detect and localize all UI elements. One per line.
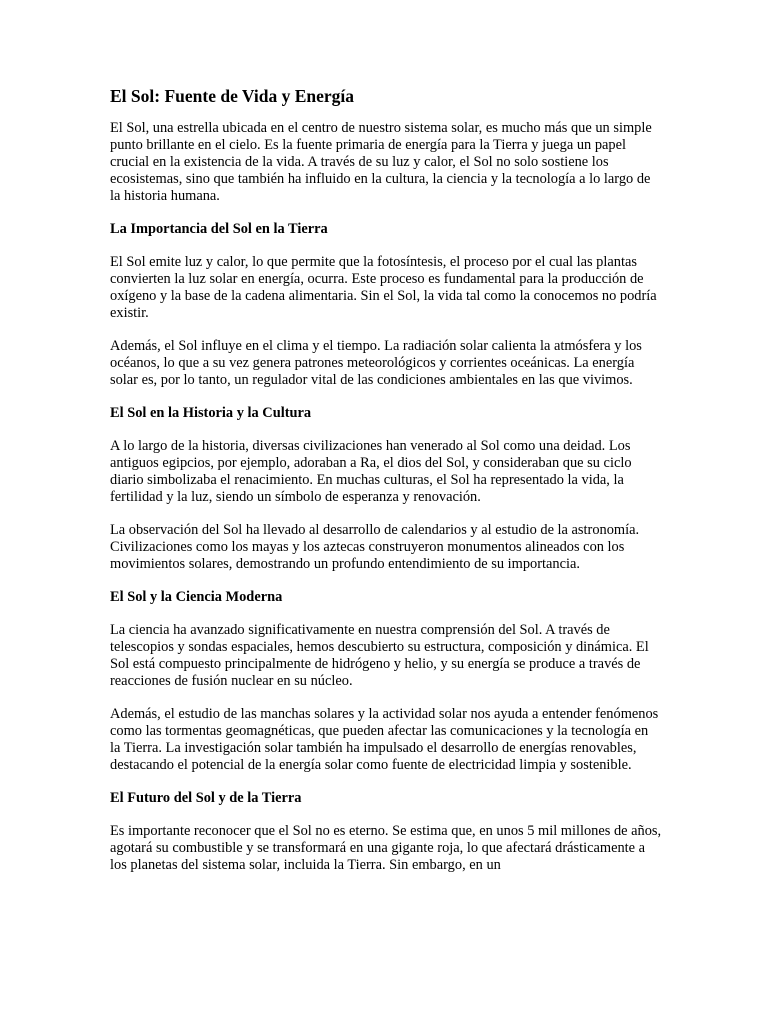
- paragraph: La ciencia ha avanzado significativamente en nuestra comprensión del Sol. A través de telescopios y sondas espaciales, hemos descubierto su estructura, composición y dinámica. El Sol está compuesto principalmente de hidrógeno y helio, y su energía se produce a través de reacciones de fusión nuclear en su núcleo.: [110, 622, 649, 689]
- paragraph: Además, el Sol influye en el clima y el tiempo. La radiación solar calienta la atmósfera y los océanos, lo que a su vez genera patrones meteorológicos y corrientes oceánicas. La energía solar es, por lo tanto, un regulador vital de las condiciones ambientales en las que vivimos.: [110, 338, 642, 388]
- paragraph: Es importante reconocer que el Sol no es eterno. Se estima que, en unos 5 mil millones de años, agotará su combustible y se transformará en una gigante roja, lo que afectará drásticamente a los planetas del sistema solar, incluida la Tierra. Sin embargo, en un: [110, 823, 662, 873]
- document-body: [110, 86, 662, 890]
- document-title: El Sol: Fuente de Vida y Energía: [110, 86, 355, 106]
- paragraph: La observación del Sol ha llevado al desarrollo de calendarios y al estudio de la astronomía. Civilizaciones como los mayas y los aztecas construyeron monumentos alineados con los movimientos solares, demostrando un profundo entendimiento de su importancia.: [110, 522, 640, 572]
- intro-paragraph: El Sol, una estrella ubicada en el centro de nuestro sistema solar, es mucho más que un simple punto brillante en el cielo. Es la fuente primaria de energía para la Tierra y juega un papel crucial en la existencia de la vida. A través de su luz y calor, el Sol no solo sostiene los ecosistemas, sino que también ha influido en la cultura, la ciencia y la tecnología a lo largo de la historia humana.: [110, 120, 652, 204]
- section-heading-importance: La Importancia del Sol en la Tierra: [110, 221, 328, 237]
- paragraph: El Sol emite luz y calor, lo que permite que la fotosíntesis, el proceso por el cual las plantas convierten la luz solar en energía, ocurra. Este proceso es fundamental para la producción de oxígeno y la base de la cadena alimentaria. Sin el Sol, la vida tal como la conocemos no podría existir.: [110, 254, 657, 321]
- section-heading-history: El Sol en la Historia y la Cultura: [110, 405, 312, 421]
- section-heading-future: El Futuro del Sol y de la Tierra: [110, 790, 302, 806]
- paragraph: A lo largo de la historia, diversas civilizaciones han venerado al Sol como una deidad. Los antiguos egipcios, por ejemplo, adoraban a Ra, el dios del Sol, y consideraban que su ciclo diario simbolizaba el renacimiento. En muchas culturas, el Sol ha representado la vida, la fertilidad y la luz, siendo un símbolo de esperanza y renovación.: [110, 438, 632, 505]
- section-heading-science: El Sol y la Ciencia Moderna: [110, 589, 283, 605]
- paragraph: Además, el estudio de las manchas solares y la actividad solar nos ayuda a entender fenómenos como las tormentas geomagnéticas, que pueden afectar las comunicaciones y la tecnología en la Tierra. La investigación solar también ha impulsado el desarrollo de energías renovables, destacando el potencial de la energía solar como fuente de electricidad limpia y sostenible.: [110, 706, 659, 773]
